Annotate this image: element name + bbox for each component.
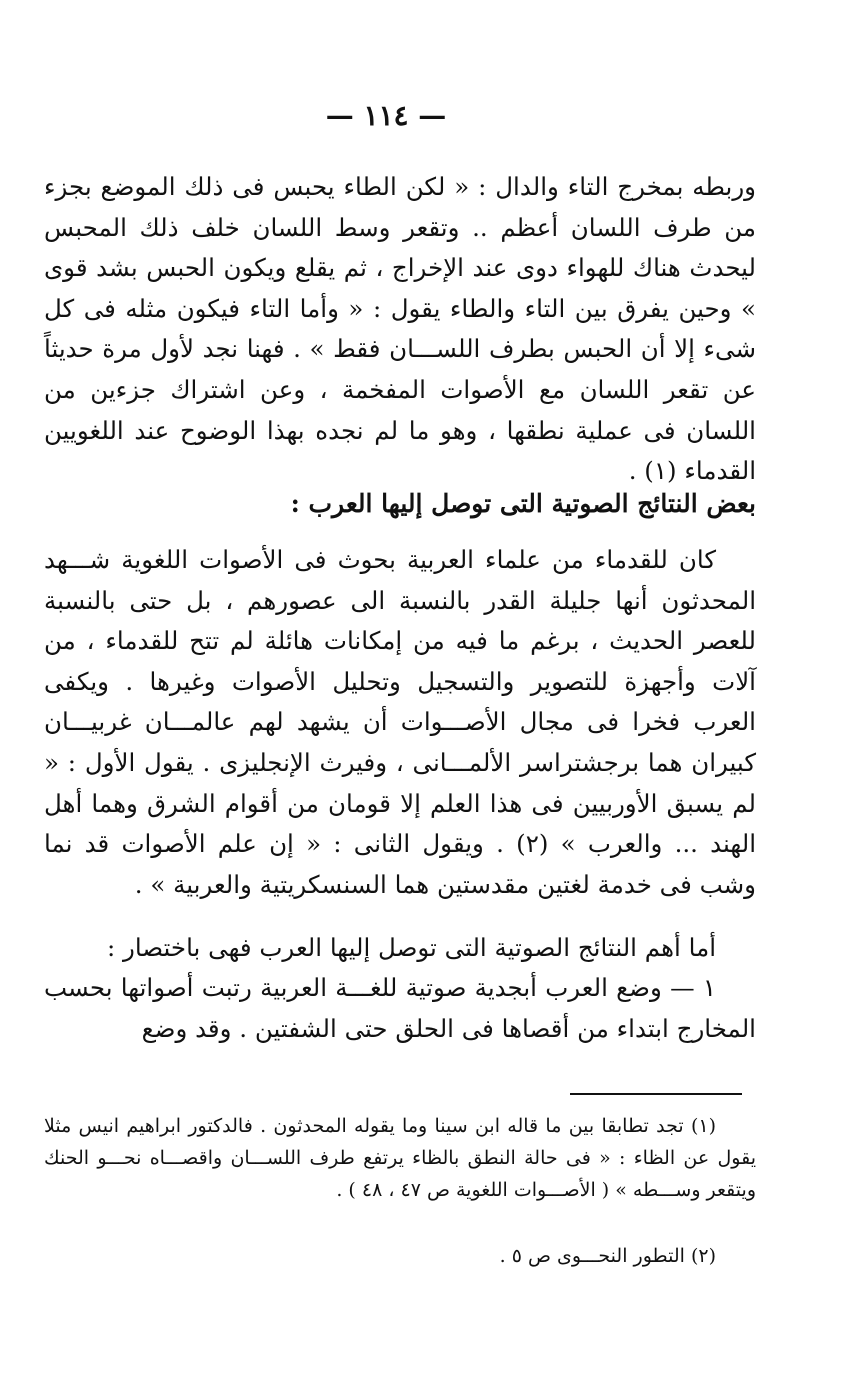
page-number: — ١١٤ —	[325, 99, 447, 132]
footnote-2: (٢) التطور النحـــوى ص ٥ .	[499, 1245, 716, 1267]
section-heading: بعض النتائج الصوتية التى توصل إليها العرب :	[290, 489, 756, 518]
paragraph-arab-phonetics: كان للقدماء من علماء العربية بحوث فى الأصوات اللغوية شـــهد المحدثون أنها جليلة القدر بالنسبة الى عصورهم ، بل حتى بالنسبة للعصر الحديث ، برغم ما فيه من إمكانات هائلة لم تتح للقدماء ، من آلات وأجهزة للتصوير والتسجيل وتحليل الأصوات وغيرها . ويكفى العرب فخرا فى مجال الأصـــوات أن يشهد لهم عالمـــان غربيـــان كبيران هما برجشتراسر الألمـــانى ، وفيرث الإنجليزى . يقول الأول : « لم يسبق الأوربيين فى هذا العلم إلا قومان من أقوام الشرق وهما أهل الهند ... والعرب » (٢) . ويقول الثانى : « إن علم الأصوات قد نما وشب فى خدمة لغتين مقدستين هما السنسكريتية والعربية » .	[44, 545, 756, 899]
paragraph-results-intro: أما أهم النتائج الصوتية التى توصل إليها العرب فهى باختصار :	[106, 933, 716, 962]
paragraph-pharyngealization: وربطه بمخرج التاء والدال : « لكن الطاء يحبس فى ذلك الموضع بجزء من طرف اللسان أعظم .. وتقعر وسط اللسان خلف ذلك المحبس ليحدث هناك للهواء دوى عند الإخراج ، ثم يقلع ويكون الحبس بشد قوى » وحين يفرق بين التاء والطاء يقول : « وأما التاء فيكون مثله فى كل شىء إلا أن الحبس بطرف اللســـان فقط » . فهنا نجد لأول مرة حديثاً عن تقعر اللسان مع الأصوات المفخمة ، وعن اشتراك جزءين من اللسان فى عملية نطقها ، وهو ما لم نجده بهذا الوضوح عند اللغويين القدماء (١) .	[44, 172, 756, 486]
footnote-divider	[570, 1093, 742, 1095]
footnote-1: (١) تجد تطابقا بين ما قاله ابن سينا وما يقوله المحدثون . فالدكتور ابراهيم انيس مثلا يقول عن الظاء : « فى حالة النطق بالظاء يرتفع طرف اللســـان واقصـــاه نحـــو الحنك ويتقعر وســـطه » ( الأصـــوات اللغوية ص ٤٧ ، ٤٨ ) .	[44, 1115, 756, 1201]
paragraph-result-1: ١ — وضع العرب أبجدية صوتية للغـــة العربية رتبت أصواتها بحسب المخارج ابتداء من أقصاها فى الحلق حتى الشفتين . وقد وضع	[44, 973, 756, 1043]
